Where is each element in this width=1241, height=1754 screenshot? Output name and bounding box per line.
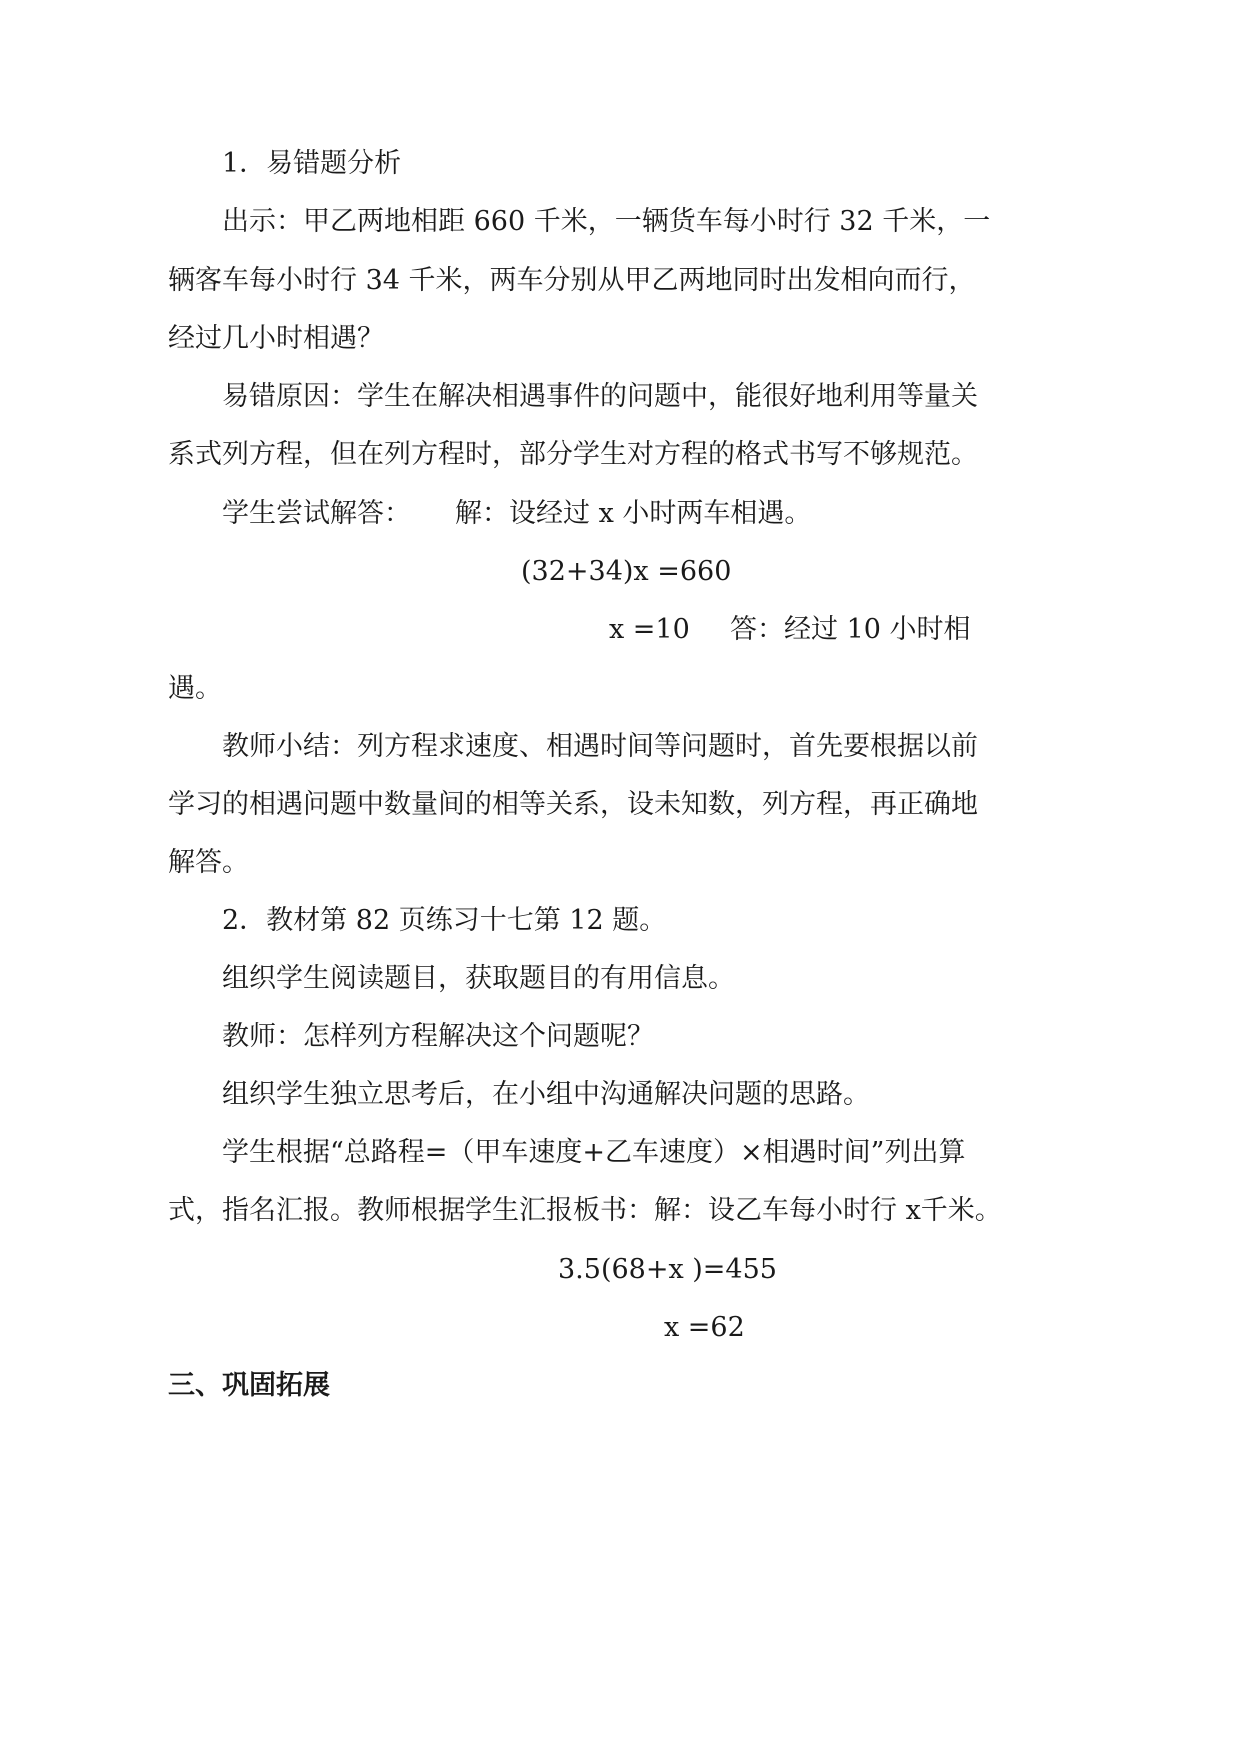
section2-paragraph-3: 组织学生独立思考后，在小组中沟通解决问题的思路。: [222, 1079, 870, 1110]
section2-title: 2．教材第 82 页练习十七第 12 题。: [222, 905, 667, 936]
section2-paragraph-2: 教师：怎样列方程解决这个问题呢？: [222, 1021, 654, 1052]
problem-line-3: 经过几小时相遇？: [168, 323, 384, 354]
problem-line-2: 辆客车每小时行 34 千米，两车分别从甲乙两地同时出发相向而行，: [168, 265, 976, 296]
summary-line-1: 教师小结：列方程求速度、相遇时间等问题时，首先要根据以前: [222, 731, 978, 762]
section2-equation-1: 3.5(68+x )=455: [558, 1254, 777, 1285]
section2-equation-2: x =62: [664, 1312, 745, 1343]
reason-line-2: 系式列方程，但在列方程时，部分学生对方程的格式书写不够规范。: [168, 439, 978, 470]
answer-line: 答：经过 10 小时相: [730, 614, 971, 645]
section2-paragraph-4-line-1: 学生根据“总路程=（甲车速度+乙车速度）×相遇时间”列出算: [222, 1137, 966, 1168]
section1-title: 1．易错题分析: [222, 148, 402, 179]
section2-paragraph-1: 组织学生阅读题目，获取题目的有用信息。: [222, 963, 735, 994]
equation-1: (32+34)x =660: [521, 556, 732, 587]
section2-paragraph-4-line-2: 式，指名汇报。教师根据学生汇报板书：解：设乙车每小时行 x千米。: [168, 1195, 1002, 1226]
summary-line-3: 解答。: [168, 847, 249, 878]
section3-heading: 三、巩固拓展: [168, 1370, 330, 1401]
answer-tail: 遇。: [168, 673, 222, 704]
attempt-label: 学生尝试解答：: [222, 498, 411, 529]
reason-line-1: 易错原因：学生在解决相遇事件的问题中，能很好地利用等量关: [222, 381, 978, 412]
attempt-solution: 解：设经过 x 小时两车相遇。: [455, 498, 812, 529]
equation-2: x =10: [609, 614, 690, 645]
summary-line-2: 学习的相遇问题中数量间的相等关系，设未知数，列方程，再正确地: [168, 789, 978, 820]
problem-line-1: 出示：甲乙两地相距 660 千米，一辆货车每小时行 32 千米，一: [222, 206, 991, 237]
